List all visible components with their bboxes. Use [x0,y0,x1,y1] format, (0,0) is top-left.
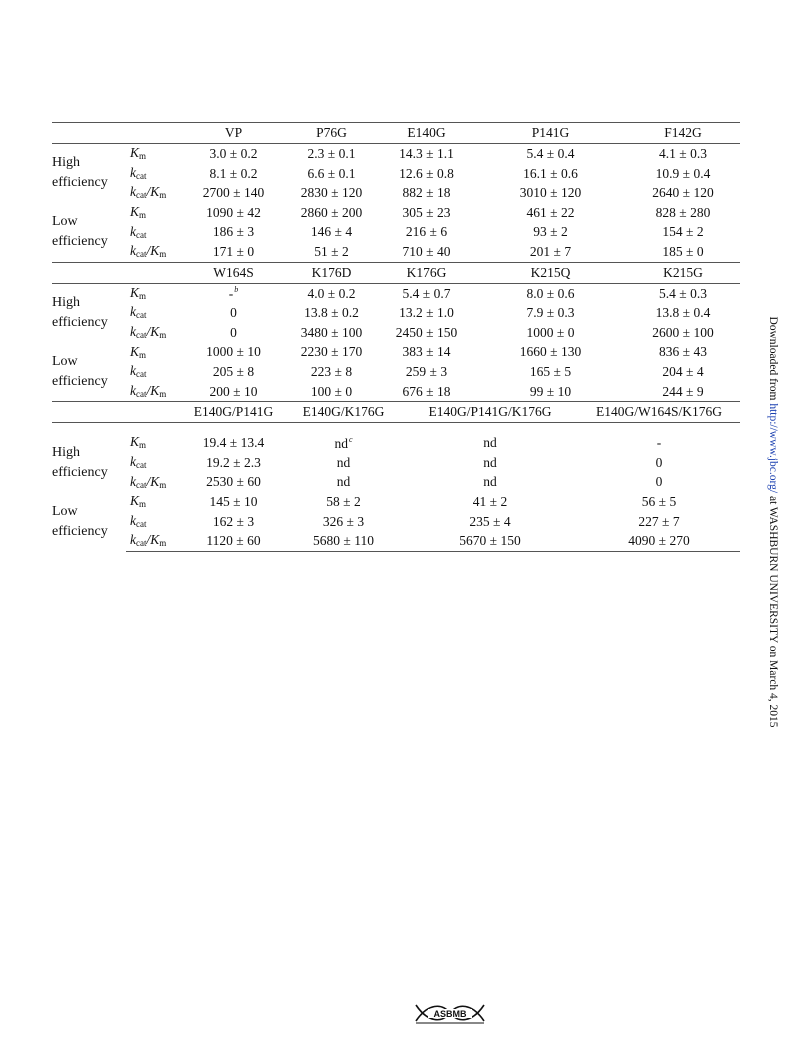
table-cell: 41 ± 2 [472,493,508,509]
table-cell: 235 ± 4 [469,513,511,529]
table-cell: 145 ± 10 [209,493,258,509]
column-header: E140G/P141G [182,402,285,423]
table-cell: 4090 ± 270 [578,531,740,551]
table-row [52,164,740,184]
param-km: $K_m$ [130,493,147,510]
table-cell: 93 ± 2 [533,224,568,240]
table-cell: 5670 ± 150 [402,531,578,551]
download-notice: Downloaded from http://www.jbc.org/ at WASHBURN UNIVERSITY on March 4, 2015 [767,316,779,728]
table-cell: 51 ± 2 [314,244,349,260]
table-cell: 4.1 ± 0.3 [659,146,707,162]
footnote-marker: c [348,434,353,444]
param-kcat-km: $k_{cat}/K_m$ [130,184,167,201]
table-row [52,453,740,473]
table-cell: 216 ± 6 [405,224,448,240]
table-cell: 2600 ± 100 [652,324,714,340]
table-cell: 6.6 ± 0.1 [307,165,356,181]
table-cell: 0 [655,474,663,490]
column-header: K215Q [475,262,626,283]
table-cell: 676 ± 18 [402,383,451,399]
column-header: E140G/W164S/K176G [578,402,740,423]
table-cell: 99 ± 10 [529,383,572,399]
table-cell: 383 ± 14 [402,344,451,360]
table-cell: 185 ± 0 [662,244,704,260]
table-cell: 58 ± 2 [326,493,361,509]
table-row [52,242,740,262]
table-cell: 3.0 ± 0.2 [209,146,258,162]
column-header: W164S [182,262,285,283]
section3-header-row [52,402,740,423]
table-row [52,492,740,512]
table-cell: nd [483,435,497,451]
table-cell: 201 ± 7 [529,244,572,260]
table-cell: 0 [655,454,663,470]
table-cell: 1120 ± 60 [182,531,285,551]
column-header: K176G [378,262,475,283]
table-cell: 223 ± 8 [310,363,353,379]
table-cell: 186 ± 3 [212,224,255,240]
param-kcat-km: $k_{cat}/K_m$ [130,473,167,490]
column-header: F142G [626,123,740,144]
table-cell: nd [483,474,497,490]
table-cell: 204 ± 4 [662,363,704,379]
svg-text:ASBMB: ASBMB [433,1009,467,1019]
param-kcat: $k_{cat}$ [130,223,147,240]
table-cell: 2230 ± 170 [300,344,363,360]
table-cell: 461 ± 22 [526,204,575,220]
table-cell: nd [336,474,351,490]
spacer-row [52,423,740,434]
table-cell: 200 ± 10 [209,383,258,399]
table-cell: 8.0 ± 0.6 [526,285,575,301]
table-cell: 0 [230,305,237,321]
table-cell: nd [336,454,351,470]
table-cell: 2700 ± 140 [202,185,265,201]
table-row [52,323,740,343]
column-header: P141G [475,123,626,144]
param-kcat: $k_{cat}$ [130,304,147,321]
table-cell: 0 [230,324,237,340]
param-km: $K_m$ [130,204,147,221]
table-row [52,144,740,164]
table-cell: 56 ± 5 [641,493,677,509]
table-cell: 8.1 ± 0.2 [209,165,258,181]
table-cell: 13.2 ± 1.0 [399,305,454,321]
table-cell: 2450 ± 150 [395,324,458,340]
param-kcat-km: $k_{cat}/K_m$ [130,243,167,260]
table-cell: 710 ± 40 [402,244,451,260]
table-cell: 154 ± 2 [662,224,704,240]
param-kcat: $k_{cat}$ [130,512,147,529]
column-header: E140G [378,123,475,144]
table-cell: 5.4 ± 0.4 [526,146,575,162]
table-cell: 836 ± 43 [659,344,707,360]
param-kcat-km: $k_{cat}/K_m$ [130,382,167,399]
table-row [52,512,740,532]
column-header: E140G/P141G/K176G [402,402,578,423]
table-cell: 5.4 ± 0.7 [402,285,451,301]
param-kcat: $k_{cat}$ [130,164,147,181]
table-row [52,362,740,382]
kinetics-table [52,122,740,552]
table-row [52,382,740,402]
table-cell: 828 ± 280 [655,204,711,220]
group-label-low: Low efficiency [52,214,108,250]
table-cell: 5.4 ± 0.3 [659,285,707,301]
table-row [52,283,740,303]
table-cell: 13.8 ± 0.4 [655,305,711,321]
table-cell: 7.9 ± 0.3 [526,305,575,321]
table-cell: 13.8 ± 0.2 [304,305,359,321]
table-cell: 882 ± 18 [402,185,451,201]
table-row [52,303,740,323]
table-cell: 10.9 ± 0.4 [655,165,711,181]
param-km: $K_m$ [130,343,147,360]
journal-link[interactable]: http://www.jbc.org/ [767,403,779,494]
param-kcat: $k_{cat}$ [130,363,147,380]
column-header: K176D [285,262,378,283]
table-cell: 2830 ± 120 [300,185,363,201]
param-km: $K_m$ [130,284,147,301]
table-cell: 2.3 ± 0.1 [307,146,356,162]
table-cell: 2530 ± 60 [206,474,261,490]
asbmb-logo [414,1001,486,1025]
table-cell: 326 ± 3 [322,513,365,529]
table-cell: $nd^c$ [334,434,353,451]
table-cell: 5680 ± 110 [285,531,402,551]
table-row [52,472,740,492]
table-cell: 12.6 ± 0.8 [399,165,454,181]
table-cell: 3480 ± 100 [300,324,363,340]
table-cell: 165 ± 5 [529,363,572,379]
table-row [52,203,740,223]
table-cell: 14.3 ± 1.1 [399,146,454,162]
table-cell: 3010 ± 120 [519,185,582,201]
param-km: $K_m$ [130,434,147,451]
table-cell: -$^b$ [228,285,239,302]
table-cell: 1660 ± 130 [519,344,582,360]
column-header: P76G [285,123,378,144]
table-cell: 1000 ± 0 [526,324,575,340]
group-label-low: Low efficiency [52,353,108,389]
table-cell: 19.2 ± 2.3 [206,454,261,470]
table-cell: 19.4 ± 13.4 [202,435,265,451]
section1-header-row [52,123,740,144]
param-kcat-km: $k_{cat}/K_m$ [126,531,182,551]
table-cell: 205 ± 8 [212,363,255,379]
table-cell: - [656,435,662,451]
table-cell: 2640 ± 120 [652,185,714,201]
table-row [52,183,740,203]
group-label-low: Low efficiency [52,503,108,539]
table-cell: 305 ± 23 [402,204,451,220]
param-kcat: $k_{cat}$ [130,454,147,471]
param-kcat-km: $k_{cat}/K_m$ [130,324,167,341]
column-header: E140G/K176G [285,402,402,423]
section2-header-row [52,262,740,283]
table-cell: 1090 ± 42 [206,204,261,220]
table-cell: nd [483,454,497,470]
table-row [52,222,740,242]
table-cell: 259 ± 3 [405,363,448,379]
table-row [52,342,740,362]
group-label-high: High efficiency [52,444,108,480]
table-cell: 171 ± 0 [212,244,255,260]
table-cell: 146 ± 4 [310,224,353,240]
table-row [52,531,740,551]
table-cell: 227 ± 7 [638,513,680,529]
table-cell: 16.1 ± 0.6 [523,165,578,181]
table-cell: 2860 ± 200 [300,204,363,220]
table-cell: 244 ± 9 [662,383,704,399]
table-row [52,433,740,453]
column-header: VP [182,123,285,144]
footnote-marker: b [234,285,239,295]
table-cell: 100 ± 0 [310,383,353,399]
group-label-high: High efficiency [52,155,108,191]
table-cell: 162 ± 3 [212,513,255,529]
column-header: K215G [626,262,740,283]
table-cell: 4.0 ± 0.2 [307,285,356,301]
param-km: $K_m$ [130,145,147,162]
table-cell: 1000 ± 10 [206,344,261,360]
group-label-high: High efficiency [52,294,108,330]
